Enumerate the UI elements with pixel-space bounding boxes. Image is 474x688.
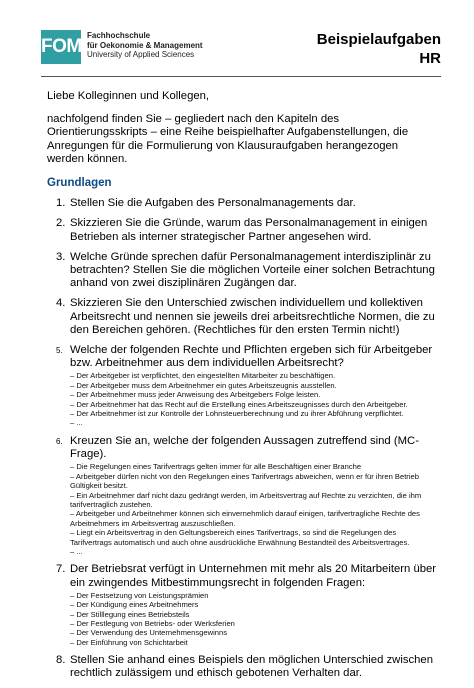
logo-line-2: für Oekonomie & Management	[87, 40, 203, 50]
answer-option: – Der Einführung von Schichtarbeit	[70, 637, 188, 647]
logo-institution-text	[87, 31, 203, 60]
intro	[47, 90, 437, 166]
task-text: Kreuzen Sie an, welche der folgenden Aussagen zutreffend sind (MC-Frage).	[70, 434, 419, 461]
answer-options	[70, 371, 437, 427]
task-item	[47, 197, 437, 210]
answer-option: – ...	[70, 418, 83, 428]
task-text: Welche der folgenden Rechte und Pflichten ergeben sich für Arbeitgeber bzw. Arbeitnehmer aus dem individuellen Arbeitsrecht?	[70, 344, 433, 370]
answer-option: – Der Verwendung des Unternehmensgewinns	[70, 628, 228, 638]
task-text: Stellen Sie anhand eines Beispiels den möglichen Unterschied zwischen rechtlich zulässigem und ethisch gebotenen Verhalten dar.	[70, 654, 433, 680]
answer-option: – Liegt ein Arbeitsvertrag in den Geltungsbereich eines Tarifvertrags, so sind die Regelungen des Tarifvertrags automatisch und auch ohne ausdrückliche Erwähnung Bestandteil des Arbeitsvertrages.	[70, 528, 410, 547]
task-item	[47, 435, 437, 556]
answer-option: – Der Kündigung eines Arbeitnehmers	[70, 600, 199, 610]
task-number: 2.	[56, 217, 66, 230]
answer-option: – ...	[70, 546, 83, 556]
page-header	[41, 30, 441, 70]
logo-line-3: University of Applied Sciences	[87, 50, 195, 59]
answer-option: – Ein Arbeitnehmer darf nicht dazu gedrängt werden, im Arbeitsvertrag auf Rechte zu verzichten, die ihm tarifvertraglich zustehen.	[70, 490, 422, 509]
task-item	[47, 297, 437, 337]
answer-options	[70, 591, 437, 647]
task-number: 7.	[56, 563, 66, 576]
answer-option: – Arbeitgeber und Arbeitnehmer können sich einvernehmlich darauf einigen, tarifvertragliche Rechte des Arbeitnehmers im Arbeitsvertrag auszuschließen.	[70, 509, 420, 528]
answer-option: – Der Arbeitgeber muss dem Arbeitnehmer ein gutes Arbeitszeugnis ausstellen.	[70, 380, 337, 390]
task-text: Der Betriebsrat verfügt in Unternehmen mit mehr als 20 Mitarbeitern über ein zwingendes Mitbestimmungsrecht in folgenden Fragen:	[70, 563, 437, 589]
task-text: Skizzieren Sie die Gründe, warum das Personalmanagement in einigen Betrieben als interner strategischer Partner angesehen wird.	[70, 217, 428, 243]
answer-option: – Der Festlegung von Betriebs- oder Werksferien	[70, 618, 235, 628]
document-title-line-1: Beispielaufgaben	[316, 31, 441, 48]
section-heading: Grundlagen	[47, 177, 112, 190]
task-number: 1.	[56, 197, 66, 210]
task-text: Welche Gründe sprechen dafür Personalmanagement interdisziplinär zu betrachten? Stellen Sie die möglichen Vorteile einer solchen Betrachtung anhand von zwei disziplinären Zugängen dar.	[70, 250, 435, 290]
fom-logo: FOM	[41, 30, 81, 64]
task-text: Skizzieren Sie den Unterschied zwischen individuellem und kollektiven Arbeitsrecht und nennen sie jeweils drei arbeitsrechtliche Normen, die zu den Bereichen gehören. (Rechtliches für den ersten Termin nicht!)	[70, 297, 435, 336]
logo-line-1: Fachhochschule	[87, 31, 151, 40]
answer-option: – Die Regelungen eines Tarifvertrags gelten immer für alle Beschäftigen einer Branche	[70, 462, 362, 472]
task-list	[47, 197, 437, 680]
task-number: 6.	[56, 436, 63, 446]
task-number: 5.	[56, 346, 63, 356]
answer-option: – Der Arbeitgeber ist verpflichtet, den eingestellten Mitarbeiter zu beschäftigen.	[70, 371, 336, 381]
task-item	[47, 654, 437, 680]
greeting: Liebe Kolleginnen und Kollegen,	[47, 90, 210, 102]
header-divider	[41, 76, 441, 77]
task-number: 4.	[56, 297, 66, 310]
task-item	[47, 217, 437, 243]
answer-option: – Der Festsetzung von Leistungsprämien	[70, 590, 209, 600]
document-title-line-2: HR	[419, 50, 441, 67]
document-body	[47, 90, 437, 688]
answer-option: – Arbeitgeber dürfen nicht von den Regelungen eines Tarifvertrags abweichen, wenn er für ihren Betrieb Gültigkeit besitzt.	[70, 471, 419, 491]
task-text: Stellen Sie die Aufgaben des Personalmanagements dar.	[70, 197, 356, 210]
answer-option: – Der Stilllegung eines Betriebsteils	[70, 609, 190, 619]
task-number: 8.	[56, 654, 66, 667]
answer-option: – Der Arbeitnehmer muss jeder Anweisung des Arbeitgebers Folge leisten.	[70, 390, 321, 400]
answer-options	[70, 462, 437, 556]
task-item	[47, 563, 437, 647]
task-item	[47, 251, 437, 291]
answer-option: – Der Arbeitnehmer hat das Recht auf die Erstellung eines Arbeitszeugnisses durch den Arbeitgeber.	[70, 399, 408, 409]
task-number: 3.	[56, 250, 66, 263]
intro-text: nachfolgend finden Sie – gegliedert nach den Kapiteln des Orientierungsskripts – eine Reihe beispielhafter Aufgabenstellungen, die Anregungen für die Formulierung von Klausuraufgaben herangezogen werden können.	[47, 113, 409, 165]
document-title	[317, 30, 441, 68]
task-item	[47, 344, 437, 428]
answer-option: – Der Arbeitnehmer ist zur Kontrolle der Lohnsteuerberechnung und zu ihrer Abführung verpflichtet.	[70, 409, 404, 419]
